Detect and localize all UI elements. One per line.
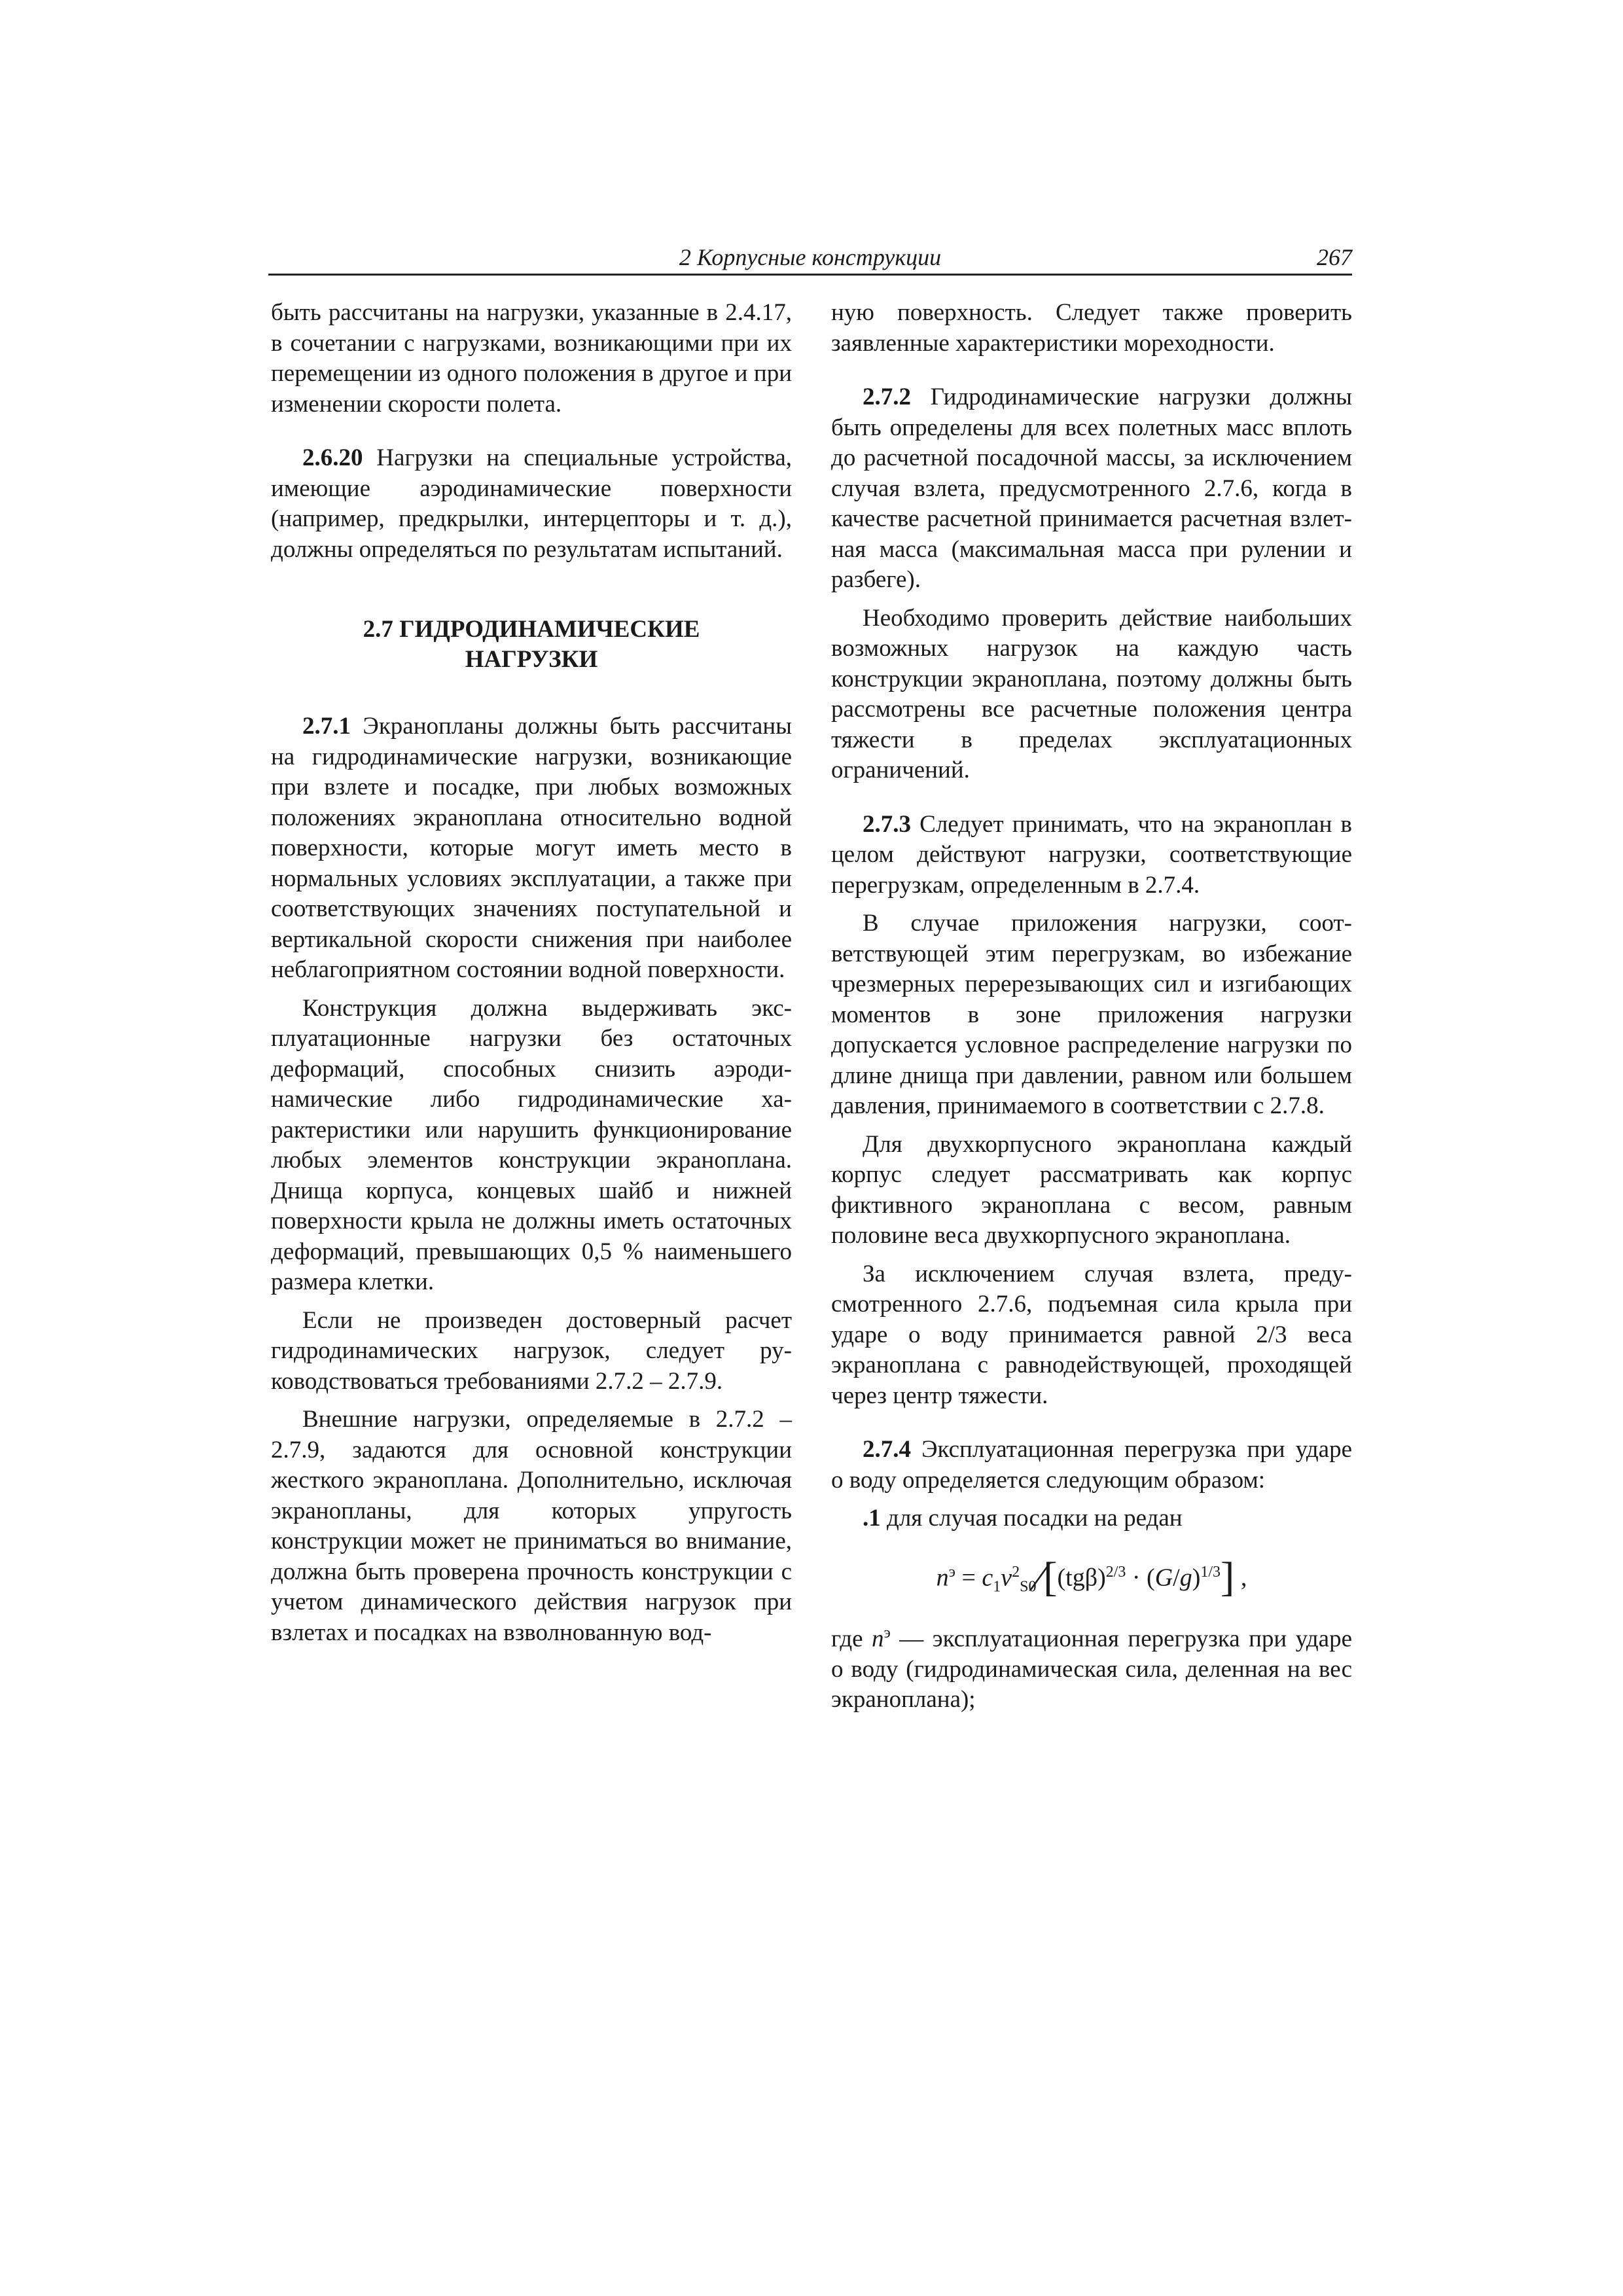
page-number: 267 [1317, 244, 1352, 270]
clause-number: 2.7.3 [863, 810, 911, 838]
paragraph-2-7-2: 2.7.2 Гидродинамические нагрузки должны быть определены для всех полетных масс вплоть до расчетной посадочной массы, за исключением случая взлета, предусмотренного 2.7.6, когда в качестве расчетной принимается расчетная взлетная масса (максимальная масса при рулении и разбеге). [831, 384, 1352, 593]
paragraph: Конструкция должна выдерживать эксплуатационные нагрузки без остаточных деформаций, способных снизить аэродинамические либо гидродинамические характеристики или нарушить функционирование любых элементов конструкции экраноплана. Днища корпуса, концевых шайб и нижней поверхности крыла не должны иметь остаточных деформаций, превышающих 0,5 % наименьшего размера клетки. [271, 994, 792, 1295]
paragraph: быть рассчитаны на нагрузки, указанные в 2.4.17, в сочетании с нагрузками, возникающими при их перемещении из одного положения в другое и при изменении скорости полета. [271, 299, 792, 418]
paragraph-2-6-20: 2.6.20 Нагрузки на специальные устройства, имеющие аэродинамические поверхности (например, предкрылки, интерцепторы и т. д.), должны определяться по результатам испытаний. [271, 444, 792, 563]
page-header [268, 242, 1352, 276]
paragraph: Если не произведен достоверный расчет гидродинамических нагрузок, следует руководствоваться требованиями 2.7.2 – 2.7.9. [271, 1306, 792, 1395]
running-title: 2 Корпусные конструкции [679, 244, 942, 270]
paragraph-2-7-4: 2.7.4 Эксплуатационная перегрузка при ударе о воду определяется следующим образом: [831, 1436, 1352, 1494]
list-item: .1 для случая посадки на редан [863, 1505, 1183, 1532]
paragraph: В случае приложения нагрузки, соответствующей этим перегрузкам, во избежание чрезмерных перерезывающих сил и изгибающих моментов в зоне приложения нагрузки допускается условное распределение нагрузки по длине днища при давлении, равном или большем давления, принимаемого в соответствии с 2.7.8. [831, 910, 1352, 1119]
clause-number: 2.7.2 [863, 384, 911, 410]
clause-number: 2.7.1 [302, 713, 351, 740]
formula: $n^э$ = $c_1v^2_{S0}∕[(tg\beta)^{2/3} \cdot (G/g)^{1/3}]$ , [936, 1553, 1247, 1600]
left-column [271, 298, 792, 1648]
paragraph: Внешние нагрузки, определяемые в 2.7.2 – 2.7.9, задаются для основной конструкции жесткого экраноплана. Дополнительно, исключая экранопланы, для которых упругость конструкции может не приниматься во внимание, должна быть проверена прочность конструкции с учетом динамического действия нагрузок при взлетах и посадках на взволнованную вод- [271, 1406, 792, 1646]
paragraph-2-7-1: 2.7.1 Экранопланы должны быть рассчитаны на гидродинамические нагрузки, возникающие при взлете и посадке, при любых возможных положениях экраноплана относительно водной поверхности, которые могут иметь место в нормальных условиях эксплуатации, а также при соответствующих значениях поступательной и вертикальной скорости снижения при наиболее неблагоприятном состоянии водной поверхности. [271, 713, 792, 983]
section-heading: 2.7 ГИДРОДИНАМИЧЕСКИЕ НАГРУЗКИ [363, 616, 700, 673]
fraction-slash: ∕[ [1036, 1553, 1058, 1600]
clause-number: 2.7.4 [863, 1436, 911, 1463]
item-number: .1 [863, 1505, 881, 1532]
paragraph-where: где $n^э$ — эксплуатационная перегрузка при ударе о воду (гидродинамическая сила, деленная на вес экраноплана); [831, 1624, 1352, 1713]
paragraph: За исключением случая взлета, предусмотренного 2.7.6, подъемная сила крыла при ударе о воду принимается равной 2/3 веса экраноплана с равнодействующей, проходящей через центр тяжести. [831, 1260, 1352, 1409]
clause-number: 2.6.20 [302, 444, 363, 471]
paragraph: ную поверхность. Следует также проверить заявленные характеристики мореходности. [831, 299, 1352, 357]
paragraph: Для двухкорпусного экраноплана каждый корпус следует рассматривать как корпус фиктивного экраноплана с весом, равным половине веса двухкорпусного экраноплана. [831, 1130, 1352, 1249]
right-column [831, 298, 1352, 1715]
paragraph-2-7-3: 2.7.3 Следует принимать, что на экраноплан в целом действуют нагрузки, соответствующие перегрузкам, определенным в 2.7.4. [831, 810, 1352, 899]
paragraph: Необходимо проверить действие наибольших возможных нагрузок на каждую часть конструкции экраноплана, поэтому должны быть рассмотрены все расчетные положения центра тяжести в пределах эксплуатационных ограничений. [831, 604, 1352, 783]
